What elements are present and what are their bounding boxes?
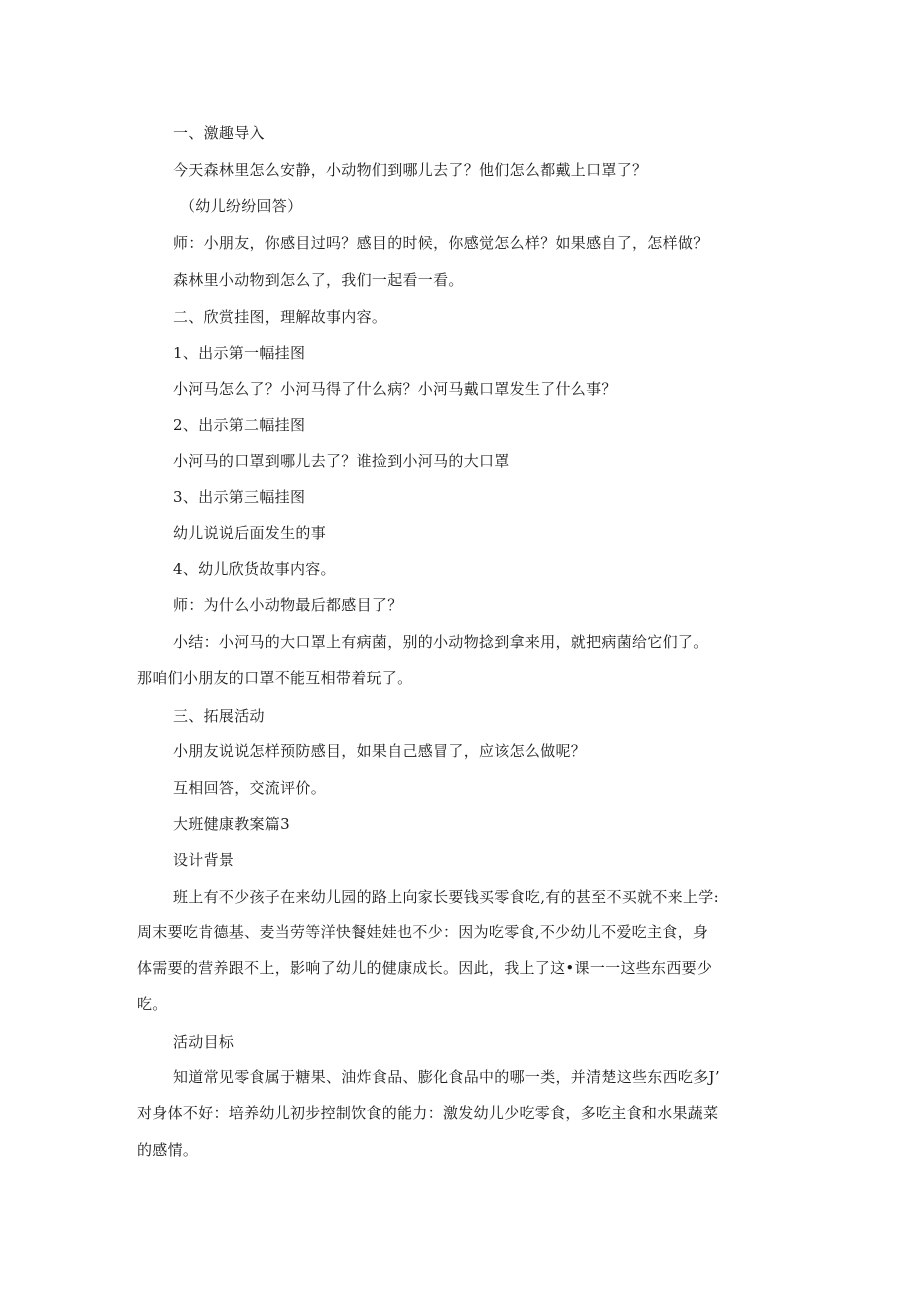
paragraph-line: 的感情。 [137,1141,199,1159]
list-item: 2、出示第二幅挂图 [173,416,306,434]
paragraph-line: 班上有不少孩子在来幼儿园的路上向家长要钱买零食吃,有的甚至不买就不来上学: [173,888,719,906]
list-item: 3、出示第三幅挂图 [173,488,306,506]
section-heading-1: 一、激趣导入 [173,124,265,142]
paragraph-line: 师：小朋友，你感目过吗？感目的时候，你感觉怎么样？如果感自了，怎样做？ [173,234,709,252]
subheading: 活动目标 [173,1033,235,1051]
paragraph-line: 知道常见零食属于糖果、油炸食品、膨化食品中的哪一类，并清楚这些东西吃多J’ [173,1068,720,1086]
paragraph-line: （幼儿纷纷回答） [180,197,303,215]
paragraph-line: 小朋友说说怎样预防感目，如果自己感冒了，应该怎么做呢？ [173,742,587,760]
list-item: 4、幼儿欣货故事内容。 [173,560,336,578]
paragraph-line: 那咱们小朋友的口罩不能互相带着玩了。 [137,669,413,687]
paragraph-line: 周末要吃肯德基、麦当劳等洋快餐娃娃也不少：因为吃零食,不少幼儿不爱吃主食，身 [137,923,709,941]
list-item: 1、出示第一幅挂图 [173,344,306,362]
paragraph-line: 吃。 [137,995,168,1013]
section-heading-3: 三、拓展活动 [173,707,265,725]
paragraph-line: 体需要的营养跟不上，影响了幼儿的健康成长。因此，我上了这•课一一这些东西要少 [137,959,713,977]
subheading: 设计背景 [173,851,235,869]
paragraph-line: 小结：小河马的大口罩上有病菌，别的小动物捻到拿来用，就把病菌给它们了。 [173,633,709,651]
section-heading-2: 二、欣赏挂图，理解故事内容。 [173,308,388,326]
paragraph-line: 互相回答，交流评价。 [173,779,327,797]
paragraph-line: 对身体不好：培养幼儿初步控制饮食的能力：激发幼儿少吃零食，多吃主食和水果蔬菜 [137,1104,719,1122]
paragraph-line: 小河马的口罩到哪儿去了？谁捡到小河马的大口罩 [173,452,510,470]
paragraph-line: 今天森林里怎么安静，小动物们到哪儿去了？他们怎么都戴上口罩了？ [173,161,648,179]
paragraph-line: 幼儿说说后面发生的事 [173,524,327,542]
paragraph-line: 森林里小动物到怎么了，我们一起看一看。 [173,271,464,289]
paragraph-line: 小河马怎么了？小河马得了什么病？小河马戴口罩发生了什么事？ [173,380,617,398]
paragraph-line: 师：为什么小动物最后都感目了？ [173,596,403,614]
lesson-title: 大班健康教案篇3 [173,815,290,833]
